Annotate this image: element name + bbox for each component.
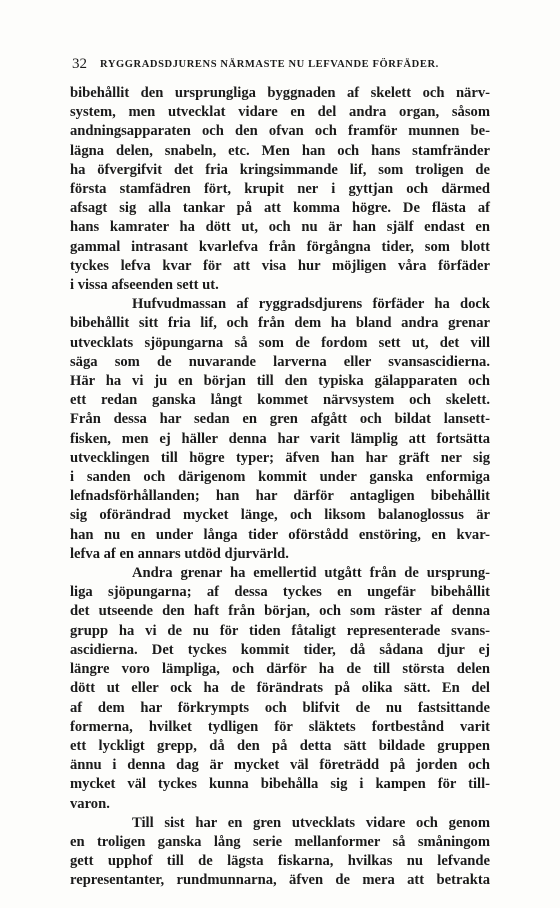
- text-line: ha öfvergifvit det fria kringsimmande lif, som troligen de: [70, 161, 490, 178]
- text-line: andningsapparaten och den ofvan och framför munnen be-: [70, 123, 490, 140]
- text-line: första stamfädren fört, krupit ner i gyttjan och därmed: [70, 181, 490, 198]
- text-line: tyckes lefva kvar för att visa hur möjligen våra förfäder: [70, 257, 490, 274]
- text-line: han nu en under långa tider oförstådd enstöring, en kvar-: [70, 526, 490, 543]
- text-line: längre voro lämpliga, och därför ha de till största delen: [70, 661, 490, 678]
- text-line: sig oförändrad mycket länge, och liksom balanoglossus är: [70, 507, 490, 524]
- text-line: grupp ha vi de nu för tiden fåtaligt representerade svans-: [70, 622, 490, 639]
- text-line: en troligen ganska lång serie mellanformer så småningom: [70, 833, 490, 850]
- text-line: ett lyckligt grepp, då den på detta sätt bildade gruppen: [70, 737, 490, 754]
- text-line: säga som de nuvarande larverna eller svansascidierna.: [70, 353, 490, 370]
- text-line: Hufvudmassan af ryggradsdjurens förfäder ha dock: [132, 296, 490, 313]
- text-line: dött ut eller ock ha de förändrats på olika sätt. En del: [70, 680, 490, 697]
- text-line: formerna, hvilket tydligen för släktets fortbestånd varit: [70, 718, 490, 735]
- running-head: RYGGRADSDJURENS NÄRMASTE NU LEFVANDE FÖRFÄDER.: [100, 59, 439, 70]
- text-line: liga sjöpungarna; af dessa tyckes en ungefär bibehållit: [70, 584, 490, 601]
- text-line: ett redan ganska långt kommet närvsystem och skelett.: [70, 392, 490, 409]
- text-line: bibehållit den ursprungliga byggnaden af skelett och närv-: [70, 85, 490, 101]
- text-line: gammal intrasant kvarlefva från förgångna tider, som blott: [70, 238, 490, 255]
- text-line: lefva af en annars utdöd djurvärld.: [70, 545, 289, 562]
- text-line: system, men utvecklat vidare en del andra organ, såsom: [70, 104, 490, 121]
- text-line: Andra grenar ha emellertid utgått från de ursprung-: [132, 565, 490, 582]
- text-line: mycket väl tyckes kunna bibehålla sig i kampen för till-: [70, 776, 490, 793]
- text-line: ännu i denna dag är mycket väl företrädd på jorden och: [70, 757, 490, 774]
- text-line: utvecklats sjöpungarna så som de fordom sett ut, det vill: [70, 334, 490, 351]
- text-line: fisken, men ej häller denna har varit lämplig att fortsätta: [70, 430, 490, 447]
- text-line: i vissa afseenden sett ut.: [70, 277, 219, 294]
- text-line: representanter, rundmunnarna, äfven de mera att betrakta: [70, 872, 490, 889]
- text-line: det utseende den haft från början, och som räster af denna: [70, 603, 490, 620]
- text-line: af dem har förkrympts och blifvit de nu fastsittande: [70, 699, 490, 716]
- text-line: lägna delen, snabeln, etc. Men han och hans stamfränder: [70, 142, 490, 159]
- text-line: Här ha vi ju en början till den typiska gälapparaten och: [70, 373, 490, 390]
- text-line: ascidierna. Det tyckes kommit tider, då sådana djur ej: [70, 641, 490, 658]
- text-line: lefnadsförhållanden; han har därför antagligen bibehållit: [70, 488, 490, 505]
- text-line: gett upphof till de lägsta fiskarna, hvilkas nu lefvande: [70, 853, 490, 870]
- page-number: 32: [72, 56, 87, 72]
- text-line: hans kamrater ha dött ut, och nu är han själf endast en: [70, 219, 490, 236]
- text-line: afsagt sig alla tankar på att komma högre. De flästa af: [70, 200, 490, 217]
- text-line: i sanden och därigenom kommit under ganska enformiga: [70, 469, 490, 486]
- text-line: utvecklingen till högre typer; äfven han har gräft ner sig: [70, 449, 490, 466]
- text-line: bibehållit sitt fria lif, och från dem ha bland andra grenar: [70, 315, 490, 332]
- body-text: [70, 84, 490, 891]
- text-line: Till sist har en gren utvecklats vidare och genom: [132, 814, 490, 831]
- text-line: varon.: [70, 795, 110, 812]
- page-header: [72, 56, 492, 78]
- text-line: Från dessa har sedan en gren afgått och bildat lansett-: [70, 411, 490, 428]
